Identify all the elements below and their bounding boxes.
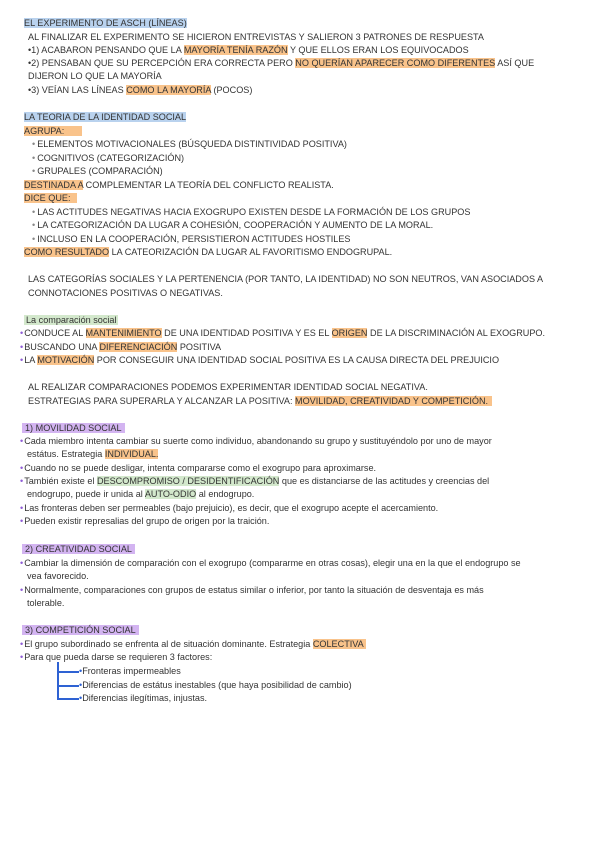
resultado-line: COMO RESULTADO LA CATEORIZACIÓN DA LUGAR AL FAVORITISMO ENDOGRUPAL. xyxy=(24,247,393,257)
asch-pattern-1: •1) ACABARON PENSANDO QUE LA MAYORÍA TENÍA RAZÓN Y QUE ELLOS ERAN LOS EQUIVOCADOS xyxy=(28,45,469,55)
creatividad-item: •Normalmente, comparaciones con grupos de estatus similar o inferior, por tanto la situación de desventaja es más xyxy=(20,585,484,595)
estrategias-line: ESTRATEGIAS PARA SUPERARLA Y ALCANZAR LA POSITIVA: MOVILIDAD, CREATIVIDAD Y COMPETICIÓN. xyxy=(28,395,492,407)
agrupa-label: AGRUPA: xyxy=(24,125,82,137)
section-title-comparacion: La comparación social xyxy=(26,315,117,325)
creatividad-item-cont: tolerable. xyxy=(27,598,65,608)
factor-bracket-3 xyxy=(57,685,79,700)
dice-label: DICE QUE: xyxy=(24,192,77,204)
movilidad-item: •También existe el DESCOMPROMISO / DESIDENTIFICACIÓN que es distanciarse de las actitudes y creencias del xyxy=(20,476,490,486)
factor-item: •Fronteras impermeables xyxy=(79,666,181,676)
movilidad-item-cont: estátus. Estrategia INDIVIDUAL. xyxy=(27,449,159,459)
dice-item: • LA CATEGORIZACIÓN DA LUGAR A COHESIÓN, COOPERACIÓN Y AUMENTO DE LA MORAL. xyxy=(32,220,434,230)
movilidad-item: •Cada miembro intenta cambiar su suerte como individuo, abandonando su grupo y sustituyéndolo por uno de mayor xyxy=(20,436,492,446)
movilidad-item: •Las fronteras deben ser permeables (bajo prejuicio), es decir, que el exogrupo acepte el acercamiento. xyxy=(20,503,439,513)
comparacion-item: •LA MOTIVACIÓN POR CONSEGUIR UNA IDENTIDAD SOCIAL POSITIVA ES LA CAUSA DIRECTA DEL PREJUICIO xyxy=(20,355,500,365)
section-title-identidad: LA TEORIA DE LA IDENTIDAD SOCIAL xyxy=(24,112,187,122)
comparacion-item: •BUSCANDO UNA DIFERENCIACIÓN POSITIVA xyxy=(20,342,222,352)
section-title-movilidad: 1) MOVILIDAD SOCIAL xyxy=(22,422,125,434)
creatividad-item-cont: vea favorecido. xyxy=(27,571,89,581)
agrupa-item: • ELEMENTOS MOTIVACIONALES (BÚSQUEDA DISTINTIVIDAD POSITIVA) xyxy=(32,139,347,149)
categorias-paragraph-cont: CONNOTACIONES POSITIVAS O NEGATIVAS. xyxy=(28,288,223,298)
dice-item: • INCLUSO EN LA COOPERACIÓN, PERSISTIERON ACTITUDES HOSTILES xyxy=(32,234,351,244)
section-title-creatividad: 2) CREATIVIDAD SOCIAL xyxy=(22,543,135,555)
creatividad-item: •Cambiar la dimensión de comparación con el exogrupo (compararme en otras cosas), elegir una en la que el endogrupo se xyxy=(20,558,521,568)
destinada-line: DESTINADA A COMPLEMENTAR LA TEORÍA DEL CONFLICTO REALISTA. xyxy=(24,180,334,190)
movilidad-item-cont: endogrupo, puede ir unida al AUTO-ODIO al endogrupo. xyxy=(27,489,255,499)
movilidad-item: •Pueden existir represalias del grupo de origen por la traición. xyxy=(20,516,270,526)
section-title-asch: EL EXPERIMENTO DE ASCH (LÍNEAS) xyxy=(24,18,187,28)
asch-pattern-3: •3) VEÍAN LAS LÍNEAS COMO LA MAYORÍA (POCOS) xyxy=(28,85,253,95)
asch-pattern-2-cont: DIJERON LO QUE LA MAYORÍA xyxy=(28,71,162,81)
dice-item: • LAS ACTITUDES NEGATIVAS HACIA EXOGRUPO EXISTEN DESDE LA FORMACIÓN DE LOS GRUPOS xyxy=(32,207,471,217)
comparacion-item: •CONDUCE AL MANTENIMIENTO DE UNA IDENTIDAD POSITIVA Y ES EL ORIGEN DE LA DISCRIMINACIÓN AL EXOGRUPO. xyxy=(20,328,546,338)
movilidad-item: •Cuando no se puede desligar, intenta compararse como el exogrupo para aproximarse. xyxy=(20,463,377,473)
agrupa-item: • GRUPALES (COMPARACIÓN) xyxy=(32,166,163,176)
asch-pattern-2: •2) PENSABAN QUE SU PERCEPCIÓN ERA CORRECTA PERO NO QUERÍAN APARECER COMO DIFERENTES ASÍ QUE xyxy=(28,58,535,68)
competicion-item: •Para que pueda darse se requieren 3 factores: xyxy=(20,652,213,662)
agrupa-item: • COGNITIVOS (CATEGORIZACIÓN) xyxy=(32,153,185,163)
factor-item: •Diferencias de estátus inestables (que haya posibilidad de cambio) xyxy=(79,680,352,690)
categorias-paragraph: LAS CATEGORÍAS SOCIALES Y LA PERTENENCIA (POR TANTO, LA IDENTIDAD) NO SON NEUTROS, VAN ASOCIADOS A xyxy=(28,274,544,284)
section-title-competicion: 3) COMPETICIÓN SOCIAL xyxy=(22,624,139,636)
competicion-item: •El grupo subordinado se enfrenta al de situación dominante. Estrategia COLECTIVA xyxy=(20,639,364,649)
asch-intro: AL FINALIZAR EL EXPERIMENTO SE HICIERON ENTREVISTAS Y SALIERON 3 PATRONES DE RESPUESTA xyxy=(28,32,484,42)
factor-item: •Diferencias ilegítimas, injustas. xyxy=(79,693,208,703)
comparacion-paragraph: AL REALIZAR COMPARACIONES PODEMOS EXPERIMENTAR IDENTIDAD SOCIAL NEGATIVA. xyxy=(28,382,428,392)
